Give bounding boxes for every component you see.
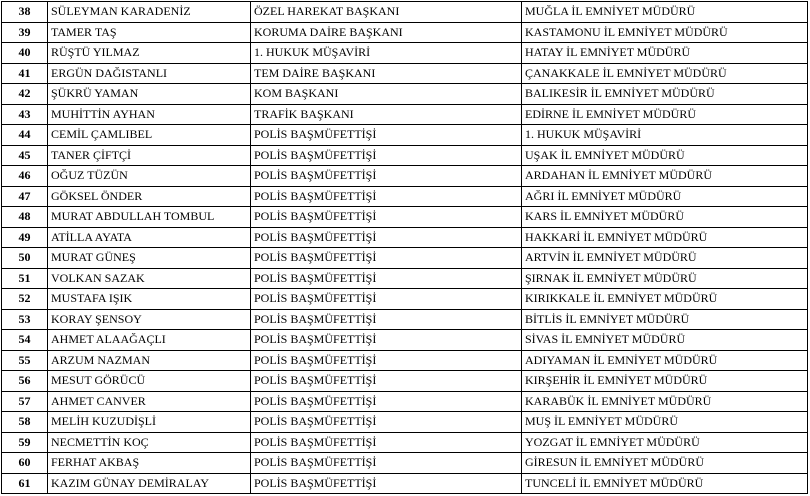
- previous-position: POLİS BAŞMÜFETTİŞİ: [251, 289, 522, 310]
- new-position: KARS İL EMNİYET MÜDÜRÜ: [522, 207, 808, 228]
- previous-position: POLİS BAŞMÜFETTİŞİ: [251, 125, 522, 146]
- person-name: ERGÜN DAĞISTANLI: [48, 63, 251, 84]
- previous-position: POLİS BAŞMÜFETTİŞİ: [251, 227, 522, 248]
- previous-position: POLİS BAŞMÜFETTİŞİ: [251, 248, 522, 269]
- table-row: [2, 309, 808, 330]
- table-row: [2, 125, 808, 146]
- table-row: [2, 227, 808, 248]
- row-number: 43: [2, 104, 48, 125]
- new-position: YOZGAT İL EMNİYET MÜDÜRÜ: [522, 432, 808, 453]
- new-position: MUŞ İL EMNİYET MÜDÜRÜ: [522, 412, 808, 433]
- table-row: [2, 84, 808, 105]
- table-row: [2, 350, 808, 371]
- previous-position: KORUMA DAİRE BAŞKANI: [251, 22, 522, 43]
- row-number: 51: [2, 268, 48, 289]
- row-number: 42: [2, 84, 48, 105]
- person-name: AHMET CANVER: [48, 391, 251, 412]
- person-name: VOLKAN SAZAK: [48, 268, 251, 289]
- previous-position: POLİS BAŞMÜFETTİŞİ: [251, 432, 522, 453]
- person-name: MELİH KUZUDİŞLİ: [48, 412, 251, 433]
- person-name: FERHAT AKBAŞ: [48, 453, 251, 474]
- row-number: 54: [2, 330, 48, 351]
- table-row: [2, 289, 808, 310]
- table-row: [2, 473, 808, 494]
- new-position: 1. HUKUK MÜŞAVİRİ: [522, 125, 808, 146]
- new-position: HAKKARİ İL EMNİYET MÜDÜRÜ: [522, 227, 808, 248]
- new-position: MUĞLA İL EMNİYET MÜDÜRÜ: [522, 2, 808, 23]
- previous-position: POLİS BAŞMÜFETTİŞİ: [251, 350, 522, 371]
- table-row: [2, 22, 808, 43]
- new-position: ÇANAKKALE İL EMNİYET MÜDÜRÜ: [522, 63, 808, 84]
- person-name: MUHİTTİN AYHAN: [48, 104, 251, 125]
- previous-position: POLİS BAŞMÜFETTİŞİ: [251, 268, 522, 289]
- table-row: [2, 453, 808, 474]
- row-number: 57: [2, 391, 48, 412]
- new-position: KIRŞEHİR İL EMNİYET MÜDÜRÜ: [522, 371, 808, 392]
- table-row: [2, 63, 808, 84]
- row-number: 59: [2, 432, 48, 453]
- person-name: ARZUM NAZMAN: [48, 350, 251, 371]
- person-name: ATİLLA AYATA: [48, 227, 251, 248]
- person-name: TANER ÇİFTÇİ: [48, 145, 251, 166]
- person-name: ŞÜKRÜ YAMAN: [48, 84, 251, 105]
- new-position: KASTAMONU İL EMNİYET MÜDÜRÜ: [522, 22, 808, 43]
- previous-position: POLİS BAŞMÜFETTİŞİ: [251, 309, 522, 330]
- table-row: [2, 268, 808, 289]
- previous-position: POLİS BAŞMÜFETTİŞİ: [251, 391, 522, 412]
- previous-position: TEM DAİRE BAŞKANI: [251, 63, 522, 84]
- row-number: 45: [2, 145, 48, 166]
- table-row: [2, 330, 808, 351]
- previous-position: POLİS BAŞMÜFETTİŞİ: [251, 207, 522, 228]
- person-name: NECMETTİN KOÇ: [48, 432, 251, 453]
- table-row: [2, 412, 808, 433]
- person-name: MESUT GÖRÜCÜ: [48, 371, 251, 392]
- table-row: [2, 432, 808, 453]
- previous-position: POLİS BAŞMÜFETTİŞİ: [251, 371, 522, 392]
- table-row: [2, 166, 808, 187]
- person-name: TAMER TAŞ: [48, 22, 251, 43]
- person-name: KORAY ŞENSOY: [48, 309, 251, 330]
- row-number: 39: [2, 22, 48, 43]
- row-number: 50: [2, 248, 48, 269]
- table-row: [2, 104, 808, 125]
- row-number: 48: [2, 207, 48, 228]
- previous-position: POLİS BAŞMÜFETTİŞİ: [251, 145, 522, 166]
- table-row: [2, 145, 808, 166]
- new-position: AĞRI İL EMNİYET MÜDÜRÜ: [522, 186, 808, 207]
- new-position: GİRESUN İL EMNİYET MÜDÜRÜ: [522, 453, 808, 474]
- row-number: 46: [2, 166, 48, 187]
- row-number: 38: [2, 2, 48, 23]
- new-position: ARDAHAN İL EMNİYET MÜDÜRÜ: [522, 166, 808, 187]
- row-number: 44: [2, 125, 48, 146]
- row-number: 61: [2, 473, 48, 494]
- new-position: HATAY İL EMNİYET MÜDÜRÜ: [522, 43, 808, 64]
- table-row: [2, 207, 808, 228]
- table-row: [2, 2, 808, 23]
- new-position: EDİRNE İL EMNİYET MÜDÜRÜ: [522, 104, 808, 125]
- new-position: KIRIKKALE İL EMNİYET MÜDÜRÜ: [522, 289, 808, 310]
- person-name: MURAT GÜNEŞ: [48, 248, 251, 269]
- person-name: AHMET ALAAĞAÇLI: [48, 330, 251, 351]
- new-position: ADIYAMAN İL EMNİYET MÜDÜRÜ: [522, 350, 808, 371]
- row-number: 52: [2, 289, 48, 310]
- new-position: ARTVİN İL EMNİYET MÜDÜRÜ: [522, 248, 808, 269]
- person-name: RÜŞTÜ YILMAZ: [48, 43, 251, 64]
- person-name: MURAT ABDULLAH TOMBUL: [48, 207, 251, 228]
- table-row: [2, 186, 808, 207]
- row-number: 55: [2, 350, 48, 371]
- row-number: 41: [2, 63, 48, 84]
- new-position: ŞIRNAK İL EMNİYET MÜDÜRÜ: [522, 268, 808, 289]
- new-position: UŞAK İL EMNİYET MÜDÜRÜ: [522, 145, 808, 166]
- new-position: SİVAS İL EMNİYET MÜDÜRÜ: [522, 330, 808, 351]
- previous-position: POLİS BAŞMÜFETTİŞİ: [251, 412, 522, 433]
- row-number: 40: [2, 43, 48, 64]
- appointment-rows: [2, 2, 808, 494]
- person-name: MUSTAFA IŞIK: [48, 289, 251, 310]
- person-name: OĞUZ TÜZÜN: [48, 166, 251, 187]
- person-name: KAZIM GÜNAY DEMİRALAY: [48, 473, 251, 494]
- table-row: [2, 248, 808, 269]
- previous-position: POLİS BAŞMÜFETTİŞİ: [251, 473, 522, 494]
- table-row: [2, 371, 808, 392]
- row-number: 47: [2, 186, 48, 207]
- row-number: 49: [2, 227, 48, 248]
- row-number: 56: [2, 371, 48, 392]
- previous-position: KOM BAŞKANI: [251, 84, 522, 105]
- previous-position: POLİS BAŞMÜFETTİŞİ: [251, 453, 522, 474]
- previous-position: POLİS BAŞMÜFETTİŞİ: [251, 186, 522, 207]
- previous-position: 1. HUKUK MÜŞAVİRİ: [251, 43, 522, 64]
- row-number: 58: [2, 412, 48, 433]
- new-position: BALIKESİR İL EMNİYET MÜDÜRÜ: [522, 84, 808, 105]
- new-position: TUNCELİ İL EMNİYET MÜDÜRÜ: [522, 473, 808, 494]
- table-row: [2, 43, 808, 64]
- previous-position: POLİS BAŞMÜFETTİŞİ: [251, 166, 522, 187]
- previous-position: ÖZEL HAREKAT BAŞKANI: [251, 2, 522, 23]
- new-position: KARABÜK İL EMNİYET MÜDÜRÜ: [522, 391, 808, 412]
- person-name: SÜLEYMAN KARADENİZ: [48, 2, 251, 23]
- appointment-table: [1, 1, 808, 494]
- table-row: [2, 391, 808, 412]
- row-number: 53: [2, 309, 48, 330]
- person-name: CEMİL ÇAMLIBEL: [48, 125, 251, 146]
- row-number: 60: [2, 453, 48, 474]
- new-position: BİTLİS İL EMNİYET MÜDÜRÜ: [522, 309, 808, 330]
- previous-position: POLİS BAŞMÜFETTİŞİ: [251, 330, 522, 351]
- person-name: GÖKSEL ÖNDER: [48, 186, 251, 207]
- previous-position: TRAFİK BAŞKANI: [251, 104, 522, 125]
